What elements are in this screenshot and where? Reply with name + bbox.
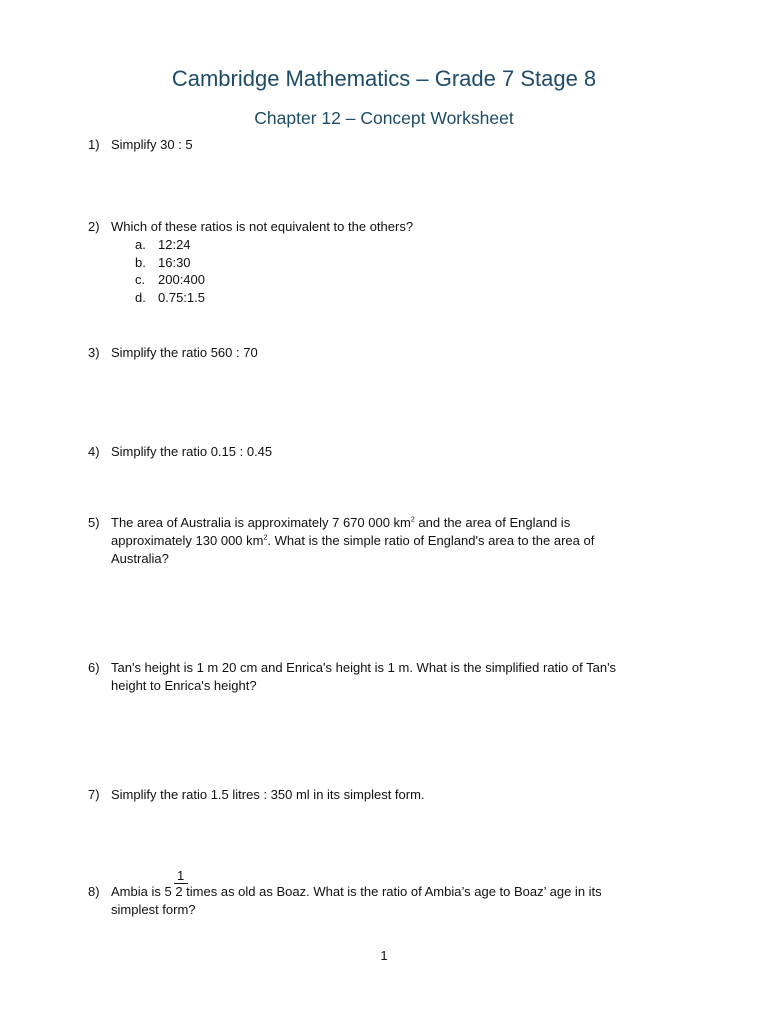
question-line: Tan's height is 1 m 20 cm and Enrica's height is 1 m. What is the simplified ratio of Tan's — [111, 660, 617, 675]
option-letter: b. — [135, 254, 146, 270]
question-number: 7) — [88, 787, 100, 802]
text-run: approximately 130 000 km — [111, 533, 264, 548]
question-number: 2) — [88, 219, 100, 234]
option-list — [135, 236, 648, 306]
question-number: 4) — [88, 444, 100, 459]
text-run: The area of Australia is approximately 7 670 000 km — [111, 515, 411, 530]
option-value: 200:400 — [158, 272, 205, 288]
question-number: 6) — [88, 660, 100, 675]
question-3 — [88, 344, 648, 362]
question-text — [111, 659, 668, 695]
question-5 — [88, 514, 648, 568]
option-b — [135, 254, 648, 272]
text-run: times as old as Boaz. What is the ratio of Ambia’s age to Boaz’ age in its — [182, 884, 602, 899]
text-run: . What is the simple ratio of England's area to the area of — [267, 533, 595, 548]
question-8 — [88, 883, 648, 919]
question-1 — [88, 136, 648, 154]
question-number: 1) — [88, 137, 100, 152]
question-line — [111, 883, 648, 901]
question-line — [111, 532, 648, 550]
fraction-numerator: 1 — [177, 868, 185, 883]
option-value: 16:30 — [158, 254, 191, 270]
page-title: Cambridge Mathematics – Grade 7 Stage 8 — [171, 66, 597, 91]
question-7 — [88, 786, 648, 804]
option-letter: a. — [135, 237, 146, 252]
question-text — [111, 514, 648, 568]
option-letter: c. — [135, 272, 146, 288]
option-c — [135, 271, 648, 289]
text-run: Ambia is 5 — [111, 884, 172, 899]
page-number: 1 — [380, 948, 388, 963]
superscript: 2 — [263, 534, 268, 542]
question-4 — [88, 443, 648, 461]
page-subtitle: Chapter 12 – Concept Worksheet — [254, 108, 514, 128]
question-number: 8) — [88, 884, 100, 899]
question-text: Simplify the ratio 560 : 70 — [111, 345, 258, 360]
question-text: Simplify the ratio 1.5 litres : 350 ml in its simplest form. — [111, 787, 425, 802]
question-text: Simplify 30 : 5 — [111, 137, 193, 152]
question-6 — [88, 659, 668, 695]
question-line — [111, 514, 648, 532]
option-value: 0.75:1.5 — [158, 289, 205, 305]
option-a — [135, 236, 648, 254]
question-text: Simplify the ratio 0.15 : 0.45 — [111, 444, 273, 459]
option-value: 12:24 — [158, 237, 191, 252]
option-letter: d. — [135, 289, 146, 305]
question-2 — [88, 218, 648, 306]
question-text — [111, 883, 648, 919]
option-d — [135, 289, 648, 307]
fraction-denominator: 2 — [175, 884, 183, 899]
text-run: and the area of England is — [414, 515, 571, 530]
question-line: height to Enrica's height? — [111, 678, 257, 693]
question-text: Which of these ratios is not equivalent to the others? — [111, 219, 414, 234]
question-number: 5) — [88, 515, 100, 530]
superscript: 2 — [410, 516, 415, 524]
question-line: simplest form? — [111, 902, 196, 917]
question-line: Australia? — [111, 551, 169, 566]
question-number: 3) — [88, 345, 100, 360]
